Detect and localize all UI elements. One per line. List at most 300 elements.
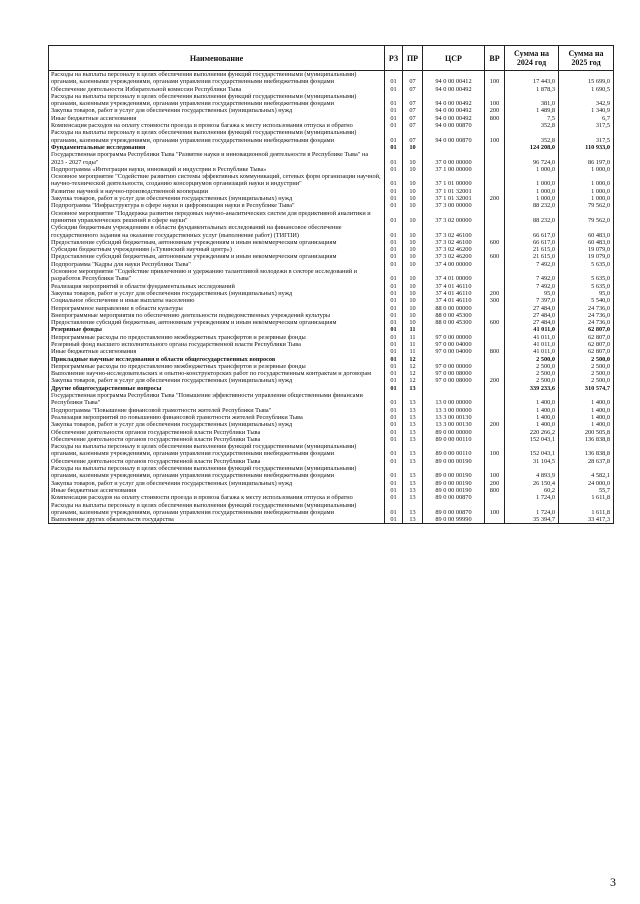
row-vr bbox=[485, 370, 505, 377]
row-name: Реализация мероприятий в области фундаментальных исследований bbox=[49, 283, 385, 290]
row-name: Государственная программа Республики Тыва "Повышение эффективности управления общественными финансами Республики Тыва" bbox=[49, 392, 385, 407]
row-vr bbox=[485, 246, 505, 253]
row-rz: 01 bbox=[385, 246, 403, 253]
row-rz: 01 bbox=[385, 363, 403, 370]
row-csr: 37 0 00 00000 bbox=[423, 151, 485, 166]
row-sum-2024: 124 208,0 bbox=[505, 144, 559, 151]
row-sum-2025: 2 500,0 bbox=[559, 377, 614, 384]
row-name: Государственная программа Республики Тыва "Развитие науки и инновационной деятельности в Республике Тыва" на 2023 - 2027 годы" bbox=[49, 151, 385, 166]
row-name: Компенсация расходов на оплату стоимости проезда и провоза багажа к месту использования отпуска и обратно bbox=[49, 122, 385, 129]
row-pr: 13 bbox=[403, 502, 423, 517]
row-pr: 10 bbox=[403, 173, 423, 188]
table-row bbox=[49, 202, 614, 209]
row-pr: 10 bbox=[403, 261, 423, 268]
row-csr: 37 1 01 32001 bbox=[423, 188, 485, 195]
row-vr: 200 bbox=[485, 421, 505, 428]
row-rz: 01 bbox=[385, 151, 403, 166]
row-sum-2024: 27 484,0 bbox=[505, 312, 559, 319]
row-pr: 07 bbox=[403, 129, 423, 144]
row-vr: 600 bbox=[485, 239, 505, 246]
row-vr bbox=[485, 210, 505, 225]
row-pr: 13 bbox=[403, 516, 423, 524]
row-vr bbox=[485, 261, 505, 268]
row-vr bbox=[485, 392, 505, 407]
table-row bbox=[49, 312, 614, 319]
row-rz: 01 bbox=[385, 319, 403, 326]
row-name: Субсидии бюджетным учреждениям в области фундаментальных исследований на финансовое обеспечение государственного задания на оказание государственных услуг (выполнение работ) (ТИГПИ) bbox=[49, 224, 385, 239]
row-name: Закупка товаров, работ и услуг для обеспечения государственных (муниципальных) нужд bbox=[49, 421, 385, 428]
row-rz: 01 bbox=[385, 465, 403, 480]
row-rz: 01 bbox=[385, 107, 403, 114]
table-row bbox=[49, 429, 614, 436]
row-name: Предоставление субсидий бюджетным, автономным учреждениям и иным некоммерческим организациям bbox=[49, 319, 385, 326]
row-pr: 10 bbox=[403, 297, 423, 304]
row-sum-2024: 88 232,0 bbox=[505, 202, 559, 209]
row-rz: 01 bbox=[385, 144, 403, 151]
row-rz: 01 bbox=[385, 429, 403, 436]
row-pr: 11 bbox=[403, 334, 423, 341]
row-vr: 100 bbox=[485, 71, 505, 86]
table-row bbox=[49, 210, 614, 225]
row-vr bbox=[485, 268, 505, 283]
row-csr: 97 0 00 00000 bbox=[423, 363, 485, 370]
row-vr bbox=[485, 429, 505, 436]
row-vr: 200 bbox=[485, 195, 505, 202]
row-rz: 01 bbox=[385, 290, 403, 297]
row-name: Обеспечение деятельности органов государственной власти Республики Тыва bbox=[49, 458, 385, 465]
table-row bbox=[49, 305, 614, 312]
row-sum-2025: 136 838,8 bbox=[559, 436, 614, 443]
row-sum-2024: 1 400,0 bbox=[505, 421, 559, 428]
row-csr: 37 1 01 32001 bbox=[423, 195, 485, 202]
row-rz: 01 bbox=[385, 283, 403, 290]
row-sum-2025: 317,5 bbox=[559, 129, 614, 144]
row-vr bbox=[485, 494, 505, 501]
row-vr: 800 bbox=[485, 348, 505, 355]
row-sum-2024: 2 500,0 bbox=[505, 356, 559, 363]
row-pr: 13 bbox=[403, 465, 423, 480]
table-row bbox=[49, 516, 614, 524]
row-sum-2025: 1 611,8 bbox=[559, 494, 614, 501]
row-name: Предоставление субсидий бюджетным, автономным учреждениям и иным некоммерческим организациям bbox=[49, 239, 385, 246]
row-vr bbox=[485, 385, 505, 392]
table-row bbox=[49, 166, 614, 173]
row-sum-2025: 62 807,0 bbox=[559, 348, 614, 355]
row-sum-2025: 86 197,0 bbox=[559, 151, 614, 166]
header-csr: ЦСР bbox=[423, 46, 485, 71]
row-sum-2025: 1 000,0 bbox=[559, 195, 614, 202]
row-sum-2024: 1 000,0 bbox=[505, 188, 559, 195]
row-sum-2024: 41 011,0 bbox=[505, 334, 559, 341]
table-body bbox=[49, 71, 614, 524]
table-row bbox=[49, 115, 614, 122]
row-csr: 89 0 00 99990 bbox=[423, 516, 485, 524]
row-name: Развитие научной и научно-производственной кооперации bbox=[49, 188, 385, 195]
row-name: Другие общегосударственные вопросы bbox=[49, 385, 385, 392]
row-sum-2025: 1 400,0 bbox=[559, 421, 614, 428]
row-sum-2024: 1 400,0 bbox=[505, 407, 559, 414]
row-rz: 01 bbox=[385, 253, 403, 260]
row-rz: 01 bbox=[385, 188, 403, 195]
row-csr: 13 0 00 00000 bbox=[423, 392, 485, 407]
row-pr: 10 bbox=[403, 246, 423, 253]
row-pr: 13 bbox=[403, 421, 423, 428]
row-name: Фундаментальные исследования bbox=[49, 144, 385, 151]
table-row bbox=[49, 290, 614, 297]
row-pr: 12 bbox=[403, 363, 423, 370]
row-csr: 89 0 00 00870 bbox=[423, 502, 485, 517]
row-sum-2024: 1 000,0 bbox=[505, 166, 559, 173]
row-sum-2024: 1 000,0 bbox=[505, 173, 559, 188]
row-sum-2025: 1 690,5 bbox=[559, 86, 614, 93]
row-sum-2024: 41 011,0 bbox=[505, 348, 559, 355]
row-vr bbox=[485, 326, 505, 333]
row-rz: 01 bbox=[385, 268, 403, 283]
table-row bbox=[49, 283, 614, 290]
row-rz: 01 bbox=[385, 421, 403, 428]
row-csr: 37 1 01 00000 bbox=[423, 173, 485, 188]
row-rz: 01 bbox=[385, 93, 403, 108]
row-pr: 10 bbox=[403, 290, 423, 297]
row-rz: 01 bbox=[385, 86, 403, 93]
row-sum-2025: 1 400,0 bbox=[559, 414, 614, 421]
budget-document bbox=[48, 45, 613, 524]
row-csr: 37 3 02 46200 bbox=[423, 253, 485, 260]
row-csr: 37 4 01 46110 bbox=[423, 283, 485, 290]
table-row bbox=[49, 93, 614, 108]
row-sum-2024: 339 233,6 bbox=[505, 385, 559, 392]
row-sum-2024: 2 500,0 bbox=[505, 363, 559, 370]
row-name: Закупка товаров, работ и услуг для обеспечения государственных (муниципальных) нужд bbox=[49, 195, 385, 202]
row-sum-2025: 342,9 bbox=[559, 93, 614, 108]
row-vr: 800 bbox=[485, 487, 505, 494]
row-pr: 13 bbox=[403, 480, 423, 487]
row-name: Предоставление субсидий бюджетным, автономным учреждениям и иным некоммерческим организациям bbox=[49, 253, 385, 260]
row-name: Непрограммное направление в области культуры bbox=[49, 305, 385, 312]
row-sum-2025: 4 582,1 bbox=[559, 465, 614, 480]
row-sum-2024: 1 000,0 bbox=[505, 195, 559, 202]
table-row bbox=[49, 458, 614, 465]
row-sum-2024: 60,2 bbox=[505, 487, 559, 494]
row-rz: 01 bbox=[385, 392, 403, 407]
row-pr: 10 bbox=[403, 166, 423, 173]
row-sum-2025: 95,0 bbox=[559, 290, 614, 297]
row-csr: 97 0 00 00000 bbox=[423, 334, 485, 341]
row-vr bbox=[485, 312, 505, 319]
row-name: Подпрограмма "Инфраструктура в сфере науки и цифровизация науки в Республике Тыва" bbox=[49, 202, 385, 209]
row-csr: 97 0 00 04000 bbox=[423, 341, 485, 348]
row-sum-2024: 27 484,0 bbox=[505, 305, 559, 312]
table-row bbox=[49, 151, 614, 166]
row-rz: 01 bbox=[385, 129, 403, 144]
row-sum-2024: 1 400,0 bbox=[505, 392, 559, 407]
row-name: Реализация мероприятий по повышению финансовой грамотности жителей Республики Тыва bbox=[49, 414, 385, 421]
row-sum-2024: 152 043,1 bbox=[505, 436, 559, 443]
row-sum-2024: 21 615,0 bbox=[505, 253, 559, 260]
row-name: Расходы на выплаты персоналу в целях обеспечения выполнения функций государственными (муниципальными) органами, казенными учреждениями, органами управления государственными внебюджетными фондами bbox=[49, 443, 385, 458]
table-row bbox=[49, 86, 614, 93]
row-rz: 01 bbox=[385, 348, 403, 355]
table-row bbox=[49, 195, 614, 202]
header-name: Наименование bbox=[49, 46, 385, 71]
row-rz: 01 bbox=[385, 305, 403, 312]
row-csr: 97 0 00 08000 bbox=[423, 370, 485, 377]
row-csr: 37 4 01 46110 bbox=[423, 290, 485, 297]
row-rz: 01 bbox=[385, 312, 403, 319]
table-row bbox=[49, 377, 614, 384]
row-rz: 01 bbox=[385, 414, 403, 421]
row-csr: 37 3 02 46100 bbox=[423, 239, 485, 246]
row-rz: 01 bbox=[385, 173, 403, 188]
row-sum-2024: 21 615,0 bbox=[505, 246, 559, 253]
table-row bbox=[49, 436, 614, 443]
row-vr bbox=[485, 356, 505, 363]
row-vr: 200 bbox=[485, 480, 505, 487]
row-sum-2024: 66 617,0 bbox=[505, 224, 559, 239]
row-rz: 01 bbox=[385, 516, 403, 524]
row-sum-2025: 310 574,7 bbox=[559, 385, 614, 392]
row-vr bbox=[485, 224, 505, 239]
row-name: Иные бюджетные ассигнования bbox=[49, 487, 385, 494]
row-pr: 13 bbox=[403, 385, 423, 392]
row-rz: 01 bbox=[385, 261, 403, 268]
page-number: 3 bbox=[610, 875, 616, 889]
row-name: Закупка товаров, работ и услуг для обеспечения государственных (муниципальных) нужд bbox=[49, 107, 385, 114]
row-vr bbox=[485, 151, 505, 166]
row-sum-2025: 24 736,0 bbox=[559, 312, 614, 319]
row-sum-2025: 24 736,0 bbox=[559, 305, 614, 312]
row-csr: 97 0 00 04000 bbox=[423, 348, 485, 355]
row-sum-2025: 62 807,0 bbox=[559, 334, 614, 341]
row-csr: 97 0 00 08000 bbox=[423, 377, 485, 384]
row-csr: 89 0 00 00870 bbox=[423, 494, 485, 501]
table-header bbox=[49, 46, 614, 71]
row-vr: 800 bbox=[485, 115, 505, 122]
row-name: Обеспечение деятельности органов государственной власти Республики Тыва bbox=[49, 429, 385, 436]
row-sum-2025: 6,7 bbox=[559, 115, 614, 122]
row-name: Подпрограмма "Повышение финансовой грамотности жителей Республики Тыва" bbox=[49, 407, 385, 414]
row-pr: 07 bbox=[403, 93, 423, 108]
row-sum-2024: 7 492,0 bbox=[505, 261, 559, 268]
row-vr bbox=[485, 334, 505, 341]
row-name: Подпрограмма "Кадры для науки Республики Тыва" bbox=[49, 261, 385, 268]
row-rz: 01 bbox=[385, 224, 403, 239]
row-pr: 11 bbox=[403, 326, 423, 333]
row-vr bbox=[485, 516, 505, 524]
row-csr: 13 3 00 00000 bbox=[423, 407, 485, 414]
row-sum-2025: 62 807,0 bbox=[559, 341, 614, 348]
row-csr: 89 0 00 00110 bbox=[423, 443, 485, 458]
table-row bbox=[49, 239, 614, 246]
row-vr bbox=[485, 283, 505, 290]
row-sum-2025: 60 483,0 bbox=[559, 224, 614, 239]
row-vr bbox=[485, 458, 505, 465]
row-sum-2024: 27 484,0 bbox=[505, 319, 559, 326]
row-pr: 10 bbox=[403, 319, 423, 326]
row-csr: 88 0 00 45300 bbox=[423, 319, 485, 326]
row-sum-2024: 41 011,0 bbox=[505, 341, 559, 348]
row-csr: 37 4 01 46110 bbox=[423, 297, 485, 304]
row-csr: 89 0 00 00000 bbox=[423, 429, 485, 436]
table-row bbox=[49, 268, 614, 283]
table-row bbox=[49, 326, 614, 333]
row-csr: 88 0 00 45300 bbox=[423, 312, 485, 319]
row-pr: 13 bbox=[403, 443, 423, 458]
row-pr: 10 bbox=[403, 305, 423, 312]
row-name: Расходы на выплаты персоналу в целях обеспечения выполнения функций государственными (муниципальными) органами, казенными учреждениями, органами управления государственными внебюджетными фондами bbox=[49, 93, 385, 108]
table-row bbox=[49, 407, 614, 414]
row-csr: 94 0 00 00492 bbox=[423, 115, 485, 122]
row-vr bbox=[485, 173, 505, 188]
row-sum-2025: 79 562,0 bbox=[559, 202, 614, 209]
table-row bbox=[49, 319, 614, 326]
row-csr: 37 3 00 00000 bbox=[423, 202, 485, 209]
row-sum-2025: 136 838,8 bbox=[559, 443, 614, 458]
row-rz: 01 bbox=[385, 356, 403, 363]
row-vr bbox=[485, 305, 505, 312]
row-csr: 89 0 00 00190 bbox=[423, 487, 485, 494]
row-sum-2024: 152 043,1 bbox=[505, 443, 559, 458]
row-rz: 01 bbox=[385, 370, 403, 377]
row-csr: 89 0 00 00190 bbox=[423, 458, 485, 465]
row-csr bbox=[423, 385, 485, 392]
row-rz: 01 bbox=[385, 195, 403, 202]
row-sum-2025: 33 417,3 bbox=[559, 516, 614, 524]
header-rz: РЗ bbox=[385, 46, 403, 71]
row-csr: 94 0 00 00870 bbox=[423, 129, 485, 144]
row-rz: 01 bbox=[385, 122, 403, 129]
row-name: Иные бюджетные ассигнования bbox=[49, 348, 385, 355]
row-sum-2025: 5 635,0 bbox=[559, 261, 614, 268]
row-pr: 13 bbox=[403, 458, 423, 465]
row-csr: 37 4 01 00000 bbox=[423, 268, 485, 283]
row-rz: 01 bbox=[385, 166, 403, 173]
row-sum-2024: 1 724,0 bbox=[505, 494, 559, 501]
row-sum-2025: 60 483,0 bbox=[559, 239, 614, 246]
row-sum-2025: 15 699,0 bbox=[559, 71, 614, 86]
row-rz: 01 bbox=[385, 297, 403, 304]
row-rz: 01 bbox=[385, 334, 403, 341]
row-sum-2025: 5 540,0 bbox=[559, 297, 614, 304]
row-vr: 200 bbox=[485, 107, 505, 114]
row-rz: 01 bbox=[385, 210, 403, 225]
row-pr: 12 bbox=[403, 377, 423, 384]
row-name: Расходы на выплаты персоналу в целях обеспечения выполнения функций государственными (муниципальными) органами, казенными учреждениями, органами управления государственными внебюджетными фондами bbox=[49, 71, 385, 86]
row-vr bbox=[485, 144, 505, 151]
row-sum-2024: 96 724,0 bbox=[505, 151, 559, 166]
row-sum-2025: 1 400,0 bbox=[559, 407, 614, 414]
row-rz: 01 bbox=[385, 487, 403, 494]
header-vr: ВР bbox=[485, 46, 505, 71]
table-row bbox=[49, 334, 614, 341]
row-rz: 01 bbox=[385, 377, 403, 384]
row-vr: 100 bbox=[485, 465, 505, 480]
row-sum-2024: 1 400,0 bbox=[505, 414, 559, 421]
row-sum-2025: 24 736,0 bbox=[559, 319, 614, 326]
row-csr: 94 0 00 00412 bbox=[423, 71, 485, 86]
table-row bbox=[49, 129, 614, 144]
row-vr bbox=[485, 122, 505, 129]
table-row bbox=[49, 370, 614, 377]
row-pr: 10 bbox=[403, 224, 423, 239]
row-rz: 01 bbox=[385, 71, 403, 86]
row-pr: 10 bbox=[403, 144, 423, 151]
row-csr: 37 3 02 46100 bbox=[423, 224, 485, 239]
row-sum-2024: 2 500,0 bbox=[505, 370, 559, 377]
row-sum-2025: 1 340,9 bbox=[559, 107, 614, 114]
row-csr: 37 1 00 00000 bbox=[423, 166, 485, 173]
row-csr: 89 0 00 00190 bbox=[423, 465, 485, 480]
row-sum-2025: 1 000,0 bbox=[559, 188, 614, 195]
row-pr: 07 bbox=[403, 122, 423, 129]
row-name: Компенсация расходов на оплату стоимости проезда и провоза багажа к месту использования отпуска и обратно bbox=[49, 494, 385, 501]
row-sum-2025: 19 079,0 bbox=[559, 246, 614, 253]
row-sum-2024: 4 893,9 bbox=[505, 465, 559, 480]
row-sum-2025: 55,7 bbox=[559, 487, 614, 494]
table-row bbox=[49, 421, 614, 428]
row-name: Расходы на выплаты персоналу в целях обеспечения выполнения функций государственными (муниципальными) органами, казенными учреждениями, органами управления государственными внебюджетными фондами bbox=[49, 465, 385, 480]
row-sum-2025: 2 500,0 bbox=[559, 370, 614, 377]
table-row bbox=[49, 71, 614, 86]
row-sum-2025: 2 500,0 bbox=[559, 356, 614, 363]
row-name: Основное мероприятие "Поддержка развития передовых научно-аналитических систем для предиктивной аналитики и принятия управленческих решений в сфере науки" bbox=[49, 210, 385, 225]
row-rz: 01 bbox=[385, 502, 403, 517]
row-name: Прикладные научные исследования в области общегосударственных вопросов bbox=[49, 356, 385, 363]
table-row bbox=[49, 173, 614, 188]
row-rz: 01 bbox=[385, 202, 403, 209]
row-sum-2025: 5 635,0 bbox=[559, 283, 614, 290]
row-sum-2025: 5 635,0 bbox=[559, 268, 614, 283]
row-pr: 12 bbox=[403, 356, 423, 363]
row-name: Социальное обеспечение и иные выплаты населению bbox=[49, 297, 385, 304]
row-sum-2025: 79 562,0 bbox=[559, 210, 614, 225]
row-sum-2024: 7 397,0 bbox=[505, 297, 559, 304]
row-vr bbox=[485, 188, 505, 195]
row-sum-2025: 28 637,8 bbox=[559, 458, 614, 465]
row-vr: 300 bbox=[485, 297, 505, 304]
row-sum-2025: 1 000,0 bbox=[559, 173, 614, 188]
table-row bbox=[49, 363, 614, 370]
row-pr: 13 bbox=[403, 407, 423, 414]
row-rz: 01 bbox=[385, 115, 403, 122]
table-row bbox=[49, 443, 614, 458]
row-vr: 200 bbox=[485, 377, 505, 384]
row-sum-2024: 41 011,0 bbox=[505, 326, 559, 333]
row-vr: 200 bbox=[485, 290, 505, 297]
row-csr: 37 4 00 00000 bbox=[423, 261, 485, 268]
row-sum-2025: 62 807,0 bbox=[559, 326, 614, 333]
row-vr bbox=[485, 414, 505, 421]
row-pr: 11 bbox=[403, 341, 423, 348]
row-sum-2024: 7,5 bbox=[505, 115, 559, 122]
row-sum-2025: 317,5 bbox=[559, 122, 614, 129]
row-pr: 10 bbox=[403, 202, 423, 209]
row-sum-2024: 2 500,0 bbox=[505, 377, 559, 384]
row-sum-2024: 1 878,3 bbox=[505, 86, 559, 93]
row-pr: 12 bbox=[403, 370, 423, 377]
table-row bbox=[49, 253, 614, 260]
row-pr: 13 bbox=[403, 436, 423, 443]
row-vr bbox=[485, 341, 505, 348]
table-row bbox=[49, 385, 614, 392]
row-sum-2025: 19 079,0 bbox=[559, 253, 614, 260]
row-name: Расходы на выплаты персоналу в целях обеспечения выполнения функций государственными (муниципальными) органами, казенными учреждениями, органами управления государственными внебюджетными фондами bbox=[49, 129, 385, 144]
row-sum-2024: 17 443,0 bbox=[505, 71, 559, 86]
row-name: Резервный фонд высшего исполнительного органа государственной власти Республики Тыва bbox=[49, 341, 385, 348]
row-sum-2024: 66 617,0 bbox=[505, 239, 559, 246]
row-rz: 01 bbox=[385, 443, 403, 458]
row-vr: 100 bbox=[485, 443, 505, 458]
